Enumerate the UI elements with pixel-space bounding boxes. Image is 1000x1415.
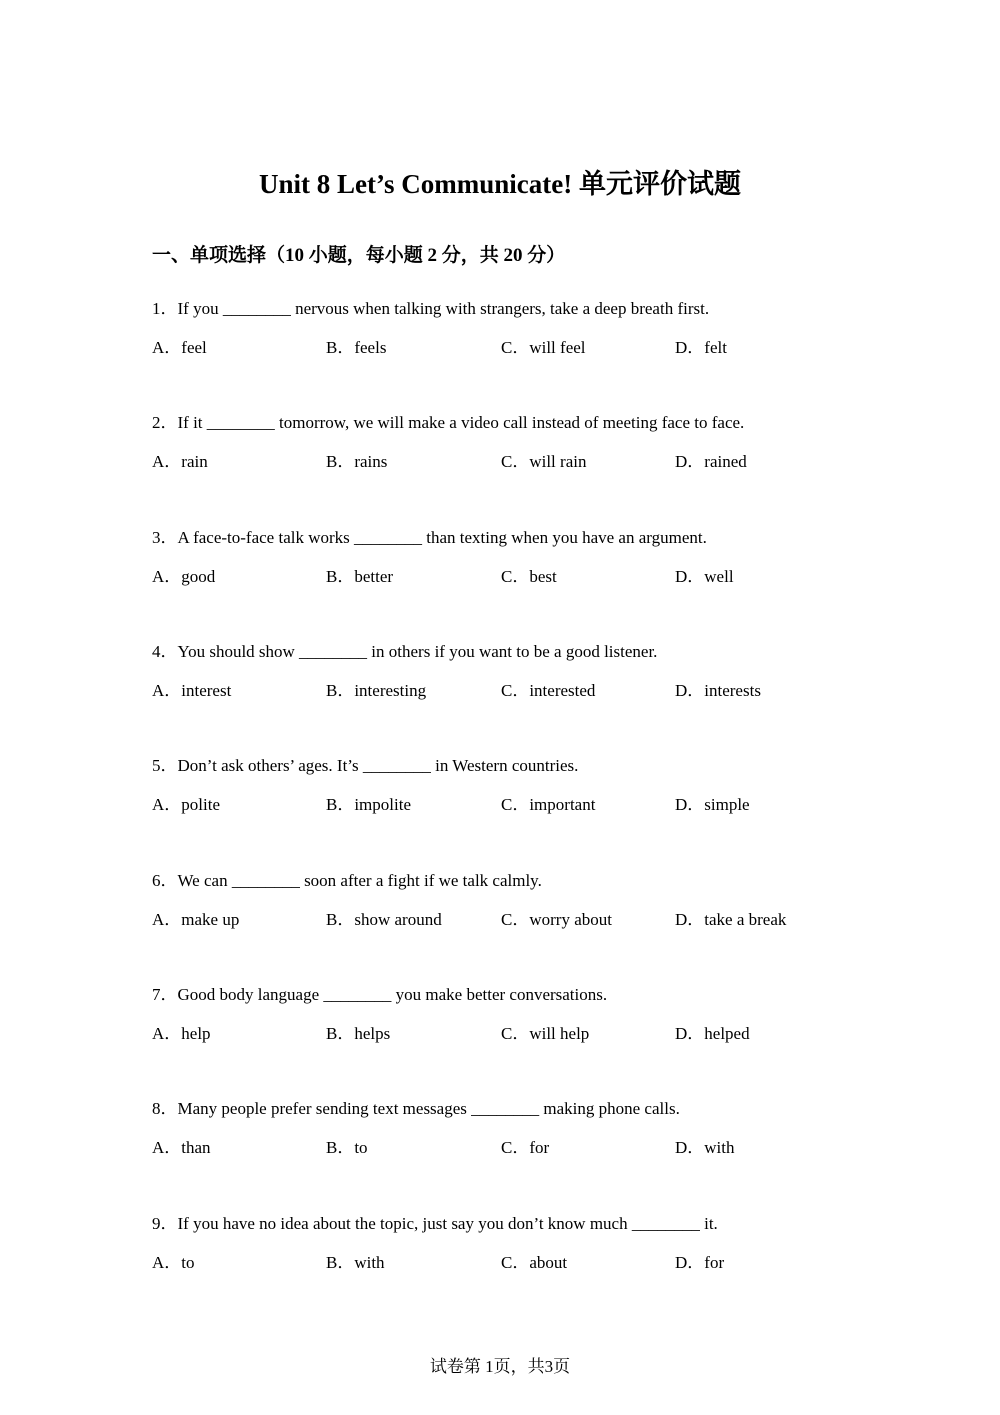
- option-a: A．good: [152, 567, 216, 586]
- option-c: C．will feel: [501, 338, 586, 357]
- option-a: A．to: [152, 1253, 195, 1272]
- option-a: A．polite: [152, 795, 220, 814]
- question-stem: 7．Good body language ________ you make better conversations.: [152, 985, 608, 1004]
- option-b: B．impolite: [326, 795, 411, 814]
- option-a: A．help: [152, 1024, 211, 1043]
- option-d: D．felt: [675, 338, 727, 357]
- question-stem: 1．If you ________ nervous when talking with strangers, take a deep breath first.: [152, 299, 710, 318]
- option-c: C．for: [501, 1138, 550, 1157]
- option-c: C．will help: [501, 1024, 590, 1043]
- answer-options: [152, 908, 852, 932]
- question-stem: 2．If it ________ tomorrow, we will make a video call instead of meeting face to face.: [152, 413, 745, 432]
- page-footer: 试卷第 1页，共3页: [429, 1357, 571, 1376]
- option-b: B．helps: [326, 1024, 391, 1043]
- option-a: A．feel: [152, 338, 207, 357]
- option-b: B．to: [326, 1138, 368, 1157]
- option-c: C．worry about: [501, 910, 612, 929]
- answer-options: [152, 336, 852, 360]
- option-c: C．important: [501, 795, 596, 814]
- question-stem: 8．Many people prefer sending text messages ________ making phone calls.: [152, 1099, 680, 1118]
- option-a: A．than: [152, 1138, 211, 1157]
- option-a: A．make up: [152, 910, 240, 929]
- answer-options: [152, 1022, 852, 1046]
- option-d: D．helped: [675, 1024, 750, 1043]
- option-a: A．interest: [152, 681, 232, 700]
- question-stem: 6．We can ________ soon after a fight if we talk calmly.: [152, 871, 542, 890]
- option-d: D．rained: [675, 452, 747, 471]
- section-heading: 一、单项选择（10 小题，每小题 2 分，共 20 分）: [152, 245, 566, 266]
- question-stem: 5．Don’t ask others’ ages. It’s ________ in Western countries.: [152, 756, 579, 775]
- option-d: D．simple: [675, 795, 750, 814]
- page-title: Unit 8 Let’s Communicate! 单元评价试题: [259, 169, 741, 199]
- option-c: C．about: [501, 1253, 568, 1272]
- answer-options: [152, 793, 852, 817]
- option-d: D．for: [675, 1253, 725, 1272]
- option-b: B．show around: [326, 910, 442, 929]
- option-c: C．best: [501, 567, 557, 586]
- question-stem: 9．If you have no idea about the topic, just say you don’t know much ________ it.: [152, 1214, 718, 1233]
- answer-options: [152, 1251, 852, 1275]
- question-stem: 4．You should show ________ in others if you want to be a good listener.: [152, 642, 658, 661]
- option-c: C．will rain: [501, 452, 587, 471]
- option-b: B．feels: [326, 338, 387, 357]
- answer-options: [152, 565, 852, 589]
- option-b: B．with: [326, 1253, 385, 1272]
- option-a: A．rain: [152, 452, 208, 471]
- answer-options: [152, 679, 852, 703]
- option-b: B．better: [326, 567, 394, 586]
- option-d: D．well: [675, 567, 734, 586]
- option-d: D．with: [675, 1138, 735, 1157]
- option-d: D．interests: [675, 681, 761, 700]
- option-d: D．take a break: [675, 910, 787, 929]
- option-b: B．rains: [326, 452, 388, 471]
- option-c: C．interested: [501, 681, 596, 700]
- question-stem: 3．A face-to-face talk works ________ than texting when you have an argument.: [152, 528, 707, 547]
- option-b: B．interesting: [326, 681, 427, 700]
- answer-options: [152, 1136, 852, 1160]
- answer-options: [152, 450, 852, 474]
